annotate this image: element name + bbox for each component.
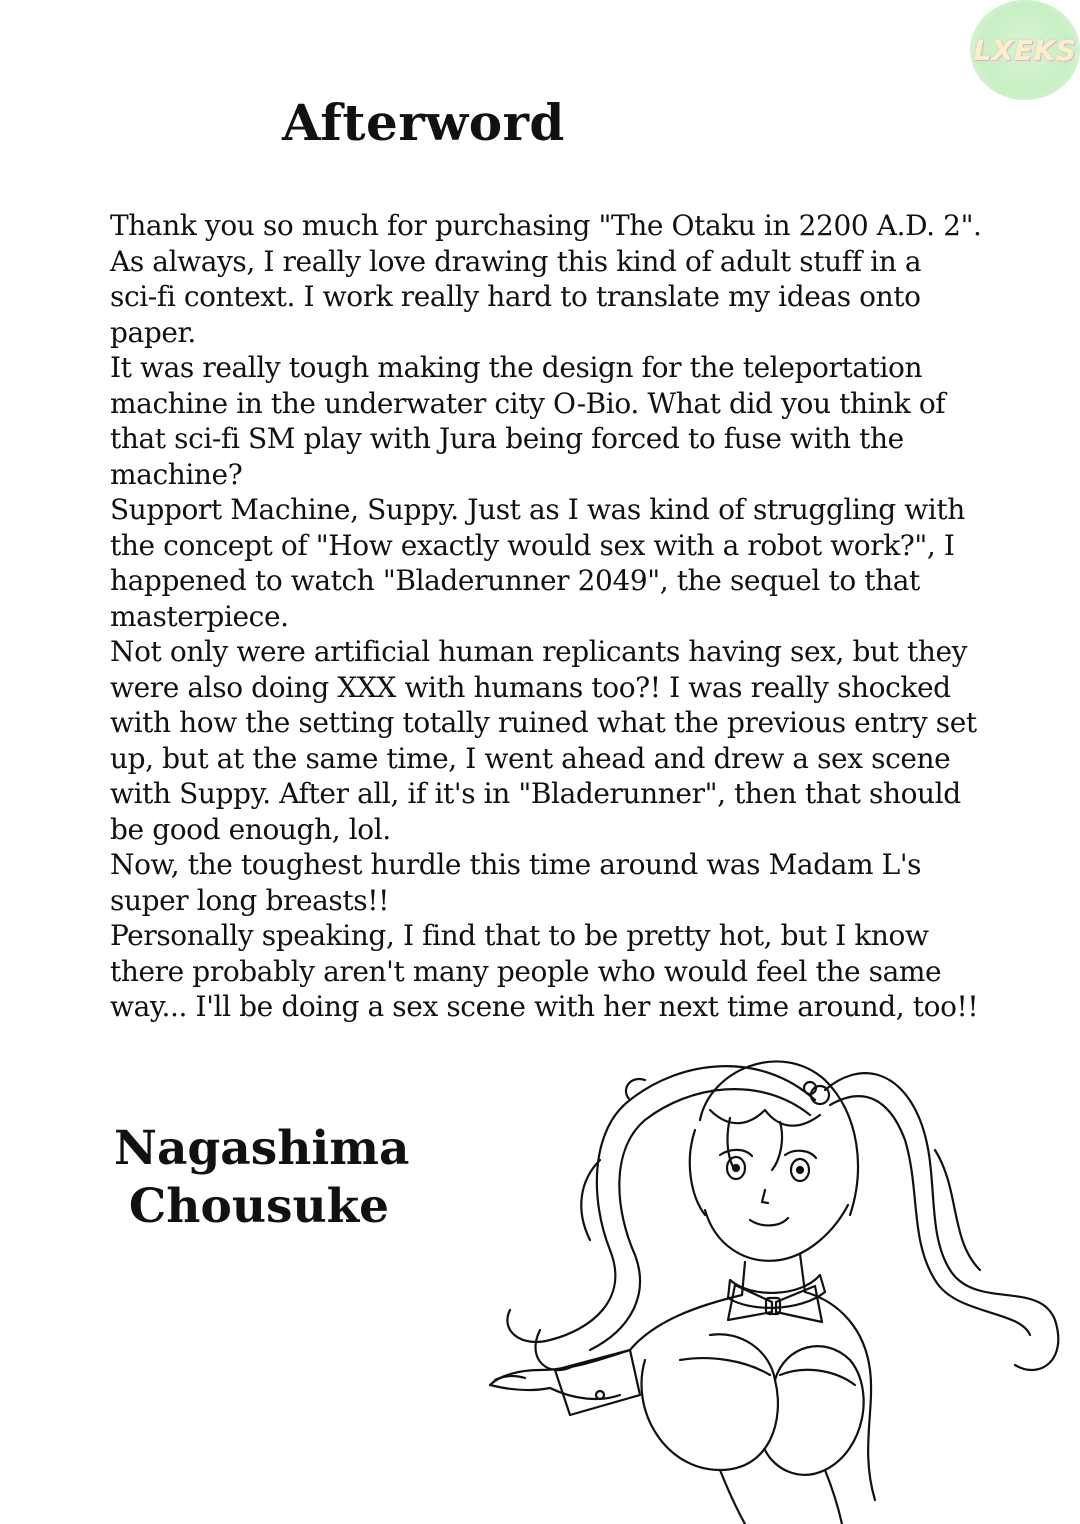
afterword-body — [110, 208, 1010, 1025]
body-line: Thank you so much for purchasing "The Otaku in 2200 A.D. 2". — [110, 209, 982, 242]
body-line: Personally speaking, I find that to be pretty hot, but I know — [110, 919, 929, 952]
page-title: Afterword — [282, 93, 565, 152]
body-line: the concept of "How exactly would sex with a robot work?", I — [110, 528, 955, 562]
body-line: with Suppy. After all, if it's in "Bladerunner", then that should — [110, 777, 961, 810]
body-line: machine? — [110, 457, 243, 491]
author-first-line: Nagashima — [114, 1121, 410, 1176]
body-line: with how the setting totally ruined what the previous entry set — [110, 706, 977, 739]
body-line: It was really tough making the design for the teleportation — [110, 351, 923, 384]
body-line: paper. — [110, 315, 196, 349]
body-line: be good enough, lol. — [110, 812, 391, 846]
body-line: up, but at the same time, I went ahead and drew a sex scene — [110, 741, 951, 775]
body-line: Now, the toughest hurdle this time around was Madam L's — [110, 848, 922, 881]
author-signature — [114, 1120, 410, 1236]
character-illustration-icon — [480, 1030, 1080, 1524]
body-line: were also doing XXX with humans too?! I was really shocked — [110, 670, 951, 704]
body-line: As always, I really love drawing this kind of adult stuff in a — [110, 244, 922, 278]
body-line: masterpiece. — [110, 599, 289, 633]
body-line: Support Machine, Suppy. Just as I was kind of struggling with — [110, 493, 965, 526]
watermark-logo — [970, 0, 1080, 100]
body-line: sci-fi context. I work really hard to translate my ideas onto — [110, 280, 921, 313]
body-line: that sci-fi SM play with Jura being forced to fuse with the — [110, 422, 904, 455]
body-line: super long breasts!! — [110, 883, 389, 917]
body-line: happened to watch "Bladerunner 2049", the sequel to that — [110, 564, 920, 597]
watermark-text: LXEKS — [973, 33, 1077, 67]
author-second-line: Chousuke — [128, 1179, 390, 1234]
body-line: way... I'll be doing a sex scene with her next time around, too!! — [110, 990, 979, 1023]
body-line: there probably aren't many people who would feel the same — [110, 954, 942, 988]
body-line: Not only were artificial human replicants having sex, but they — [110, 635, 968, 668]
body-line: machine in the underwater city O-Bio. What did you think of — [110, 386, 946, 420]
